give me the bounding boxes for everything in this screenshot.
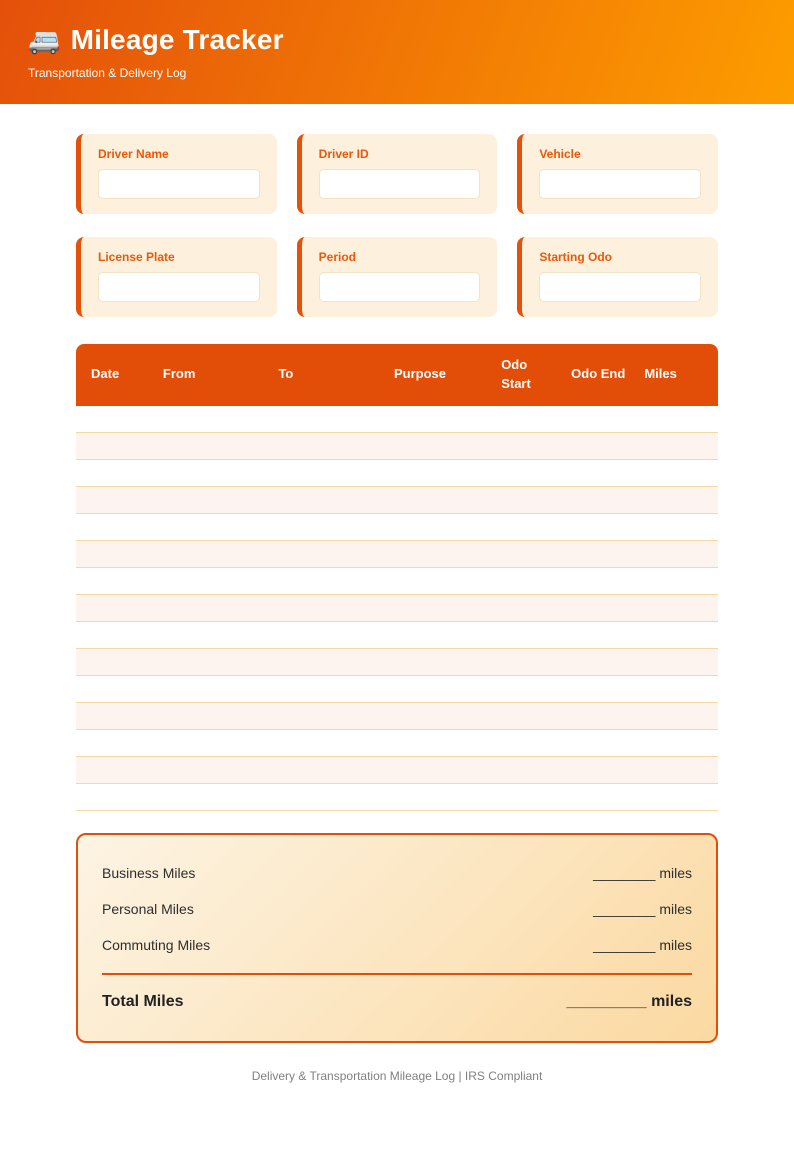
table-row [76, 649, 718, 676]
table-row [76, 595, 718, 622]
table-cell [379, 649, 486, 676]
table-cell [486, 784, 556, 811]
table-cell [486, 730, 556, 757]
table-cell [556, 649, 629, 676]
table-cell [379, 784, 486, 811]
footer-note: Delivery & Transportation Mileage Log | IRS Compliant [251, 1069, 543, 1084]
table-cell [486, 487, 556, 514]
table-cell [148, 730, 264, 757]
table-row [76, 622, 718, 649]
table-cell [379, 676, 486, 703]
table-cell [76, 514, 148, 541]
summary-item-commuting-miles [102, 927, 692, 963]
table-cell [379, 487, 486, 514]
driver-info-fields [76, 134, 718, 317]
table-cell [556, 730, 629, 757]
table-cell [486, 460, 556, 487]
table-cell [629, 622, 718, 649]
column-header-purpose: Purpose [379, 344, 486, 406]
table-cell [76, 676, 148, 703]
table-cell [263, 784, 379, 811]
table-cell [76, 649, 148, 676]
table-cell [148, 487, 264, 514]
table-row [76, 460, 718, 487]
table-row [76, 541, 718, 568]
table-cell [263, 541, 379, 568]
table-cell [76, 487, 148, 514]
field-card-starting-odo [517, 237, 718, 317]
table-header-row [76, 344, 718, 406]
table-cell [556, 703, 629, 730]
table-cell [148, 757, 264, 784]
table-cell [76, 406, 148, 433]
table-cell [486, 649, 556, 676]
table-cell [556, 784, 629, 811]
table-cell [379, 406, 486, 433]
table-cell [629, 541, 718, 568]
table-row [76, 514, 718, 541]
table-cell [629, 784, 718, 811]
column-header-to: To [263, 344, 379, 406]
field-label-vehicle: Vehicle [539, 147, 581, 161]
summary-items [102, 855, 692, 963]
table-cell [263, 676, 379, 703]
table-cell [76, 568, 148, 595]
table-cell [148, 595, 264, 622]
table-row [76, 784, 718, 811]
table-cell [263, 514, 379, 541]
starting-odo-input[interactable] [539, 272, 701, 302]
page-title [28, 24, 794, 56]
table-cell [148, 622, 264, 649]
driver-name-input[interactable] [98, 169, 260, 199]
table-row [76, 568, 718, 595]
column-header-odo-start: Odo Start [486, 344, 556, 406]
table-row [76, 406, 718, 433]
field-label-period: Period [318, 250, 356, 264]
field-label-starting-odo: Starting Odo [539, 250, 612, 264]
table-row [76, 433, 718, 460]
table-cell [148, 433, 264, 460]
field-label-license-plate: License Plate [98, 250, 175, 264]
table-cell [148, 514, 264, 541]
summary-item-personal-miles [102, 891, 692, 927]
field-card-driver-name [76, 134, 277, 214]
table-cell [263, 487, 379, 514]
table-cell [556, 433, 629, 460]
table-cell [556, 541, 629, 568]
license-plate-input[interactable] [98, 272, 260, 302]
page-title-text: Mileage Tracker [70, 24, 284, 55]
table-cell [629, 514, 718, 541]
table-row [76, 487, 718, 514]
table-cell [486, 676, 556, 703]
table-cell [76, 541, 148, 568]
summary-total-row [102, 981, 692, 1023]
table-cell [629, 406, 718, 433]
table-row [76, 676, 718, 703]
table-cell [263, 460, 379, 487]
table-cell [629, 568, 718, 595]
table-cell [76, 595, 148, 622]
table-cell [629, 460, 718, 487]
table-cell [76, 757, 148, 784]
table-cell [148, 784, 264, 811]
table-cell [148, 649, 264, 676]
table-cell [76, 703, 148, 730]
table-cell [148, 703, 264, 730]
table-cell [486, 568, 556, 595]
table-cell [76, 460, 148, 487]
summary-item-label: Business Miles [102, 865, 196, 882]
vehicle-input[interactable] [539, 169, 701, 199]
mileage-log-table [76, 344, 718, 811]
table-cell [76, 622, 148, 649]
table-cell [556, 568, 629, 595]
table-cell [556, 460, 629, 487]
table-cell [629, 703, 718, 730]
summary-item-business-miles [102, 855, 692, 891]
table-row [76, 757, 718, 784]
summary-item-value: ________ miles [593, 865, 692, 882]
table-cell [486, 703, 556, 730]
table-cell [486, 406, 556, 433]
table-cell [379, 568, 486, 595]
table-cell [263, 757, 379, 784]
summary-item-label: Commuting Miles [102, 937, 211, 954]
period-input[interactable] [319, 272, 481, 302]
table-cell [379, 703, 486, 730]
table-cell [379, 541, 486, 568]
table-cell [629, 487, 718, 514]
table-cell [263, 730, 379, 757]
table-cell [148, 676, 264, 703]
column-header-date: Date [76, 344, 148, 406]
content-area [76, 134, 718, 1143]
summary-item-value: ________ miles [593, 937, 692, 954]
header-banner [0, 0, 794, 104]
table-cell [263, 649, 379, 676]
column-header-miles: Miles [629, 344, 718, 406]
table-cell [556, 514, 629, 541]
column-header-from: From [148, 344, 264, 406]
table-cell [379, 730, 486, 757]
table-cell [379, 514, 486, 541]
field-label-driver-id: Driver ID [318, 147, 369, 161]
field-label-driver-name: Driver Name [98, 147, 169, 161]
table-cell [486, 757, 556, 784]
table-cell [263, 568, 379, 595]
table-cell [379, 433, 486, 460]
table-cell [486, 433, 556, 460]
summary-item-value: ________ miles [593, 901, 692, 918]
table-cell [379, 460, 486, 487]
table-cell [263, 595, 379, 622]
table-cell [379, 757, 486, 784]
table-cell [629, 757, 718, 784]
table-cell [263, 406, 379, 433]
driver-id-input[interactable] [319, 169, 481, 199]
table-cell [379, 622, 486, 649]
table-cell [486, 514, 556, 541]
table-cell [629, 676, 718, 703]
summary-divider [102, 973, 692, 975]
table-cell [629, 730, 718, 757]
table-cell [263, 703, 379, 730]
table-cell [486, 622, 556, 649]
table-row [76, 703, 718, 730]
summary-box [76, 833, 718, 1043]
table-cell [263, 433, 379, 460]
table-cell [148, 568, 264, 595]
field-card-driver-id [297, 134, 498, 214]
column-header-odo-end: Odo End [556, 344, 629, 406]
table-cell [629, 433, 718, 460]
table-cell [263, 622, 379, 649]
total-miles-label: Total Miles [102, 993, 184, 1011]
table-cell [556, 676, 629, 703]
field-card-vehicle [517, 134, 718, 214]
page-subtitle: Transportation & Delivery Log [28, 66, 187, 80]
table-cell [629, 595, 718, 622]
table-cell [556, 406, 629, 433]
table-cell [76, 433, 148, 460]
table-cell [629, 649, 718, 676]
van-icon: 🚐 [28, 24, 61, 55]
summary-item-label: Personal Miles [102, 901, 194, 918]
table-cell [148, 406, 264, 433]
table-cell [486, 595, 556, 622]
table-cell [379, 595, 486, 622]
field-card-license-plate [76, 237, 277, 317]
table-row [76, 730, 718, 757]
field-card-period [297, 237, 498, 317]
table-cell [148, 460, 264, 487]
total-miles-value: _________ miles [566, 993, 692, 1011]
table-cell [76, 730, 148, 757]
table-cell [486, 541, 556, 568]
table-cell [76, 784, 148, 811]
table-cell [556, 595, 629, 622]
table-cell [556, 757, 629, 784]
table-cell [556, 622, 629, 649]
table-cell [556, 487, 629, 514]
table-cell [148, 541, 264, 568]
